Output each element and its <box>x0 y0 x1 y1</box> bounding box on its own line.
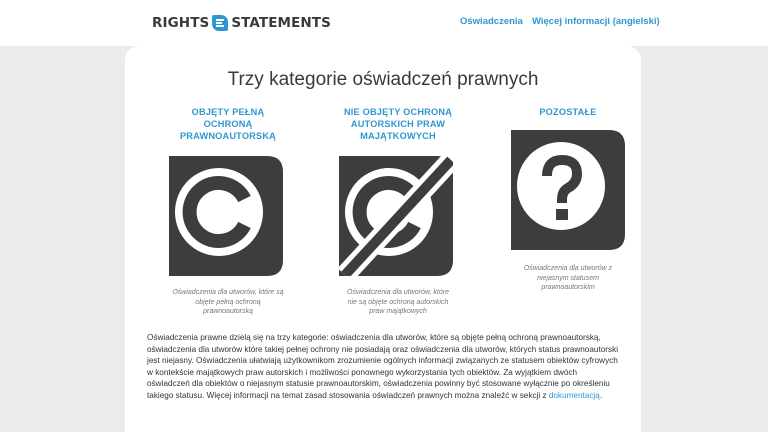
categories-description: Oświadczenia prawne dzielą się na trzy kategorie: oświadczenia dla utworów, które są objęte pełną ochroną prawnoautorską, oświadczenia dla utworów które takiej pełnej ochrony nie posiadają oraz oświadczenia dla utworów, których status prawnoautorski jest niejasny. Oświadczenia ułatwiają użytkownikom zrozumienie ogólnych informacji związanych ze statusem obiektów cyfrowych w kontekście majątkowych praw autorskich i możliwości ponownego wykorzystania tych obiektów. Za wyjątkiem dwóch oświadczeń dla obiektów o niejasnym statusie prawnoautorskim, oświadczenia powinny być stosowane wyłącznie po określeniu takiego statusu. Więcej informacji na temat zasad stosowania oświadczeń prawnych można znaleźć w sekcji z dokumentacją. <box>147 333 619 400</box>
category-caption: Oświadczenia dla utworów, które nie są objęte ochroną autorskich praw majątkowych <box>347 289 449 316</box>
top-navigation-bar <box>0 0 768 46</box>
logo-text-right: STATEMENTS <box>231 15 331 31</box>
content-card <box>125 46 641 432</box>
category-caption: Oświadczenia dla utworów z niejasnym statusem prawnoautorskim <box>523 265 613 292</box>
nav-link-more-info[interactable]: Więcej informacji (angielski) <box>532 16 660 27</box>
no-copyright-icon[interactable] <box>339 156 453 276</box>
category-heading[interactable]: POZOSTAŁE <box>539 107 597 117</box>
documentation-link[interactable]: dokumentacją <box>548 390 600 400</box>
page-title: Trzy kategorie oświadczeń prawnych <box>227 69 539 90</box>
copyright-icon[interactable] <box>169 156 283 276</box>
category-heading[interactable]: NIE OBJĘTY OCHRONĄ AUTORSKICH PRAW MAJĄTKOWYCH <box>343 107 453 141</box>
logo-mark-icon <box>212 15 228 31</box>
logo-text-left: RIGHTS <box>152 15 210 31</box>
question-mark-icon[interactable] <box>511 130 625 250</box>
nav-link-statements[interactable]: Oświadczenia <box>460 16 523 27</box>
category-caption: Oświadczenia dla utworów, które są objęte pełną ochroną prawnoautorską <box>172 289 284 316</box>
rightsstatements-logo[interactable] <box>152 13 331 33</box>
category-heading[interactable]: OBJĘTY PEŁNĄ OCHRONĄ PRAWNOAUTORSKĄ <box>179 107 277 141</box>
